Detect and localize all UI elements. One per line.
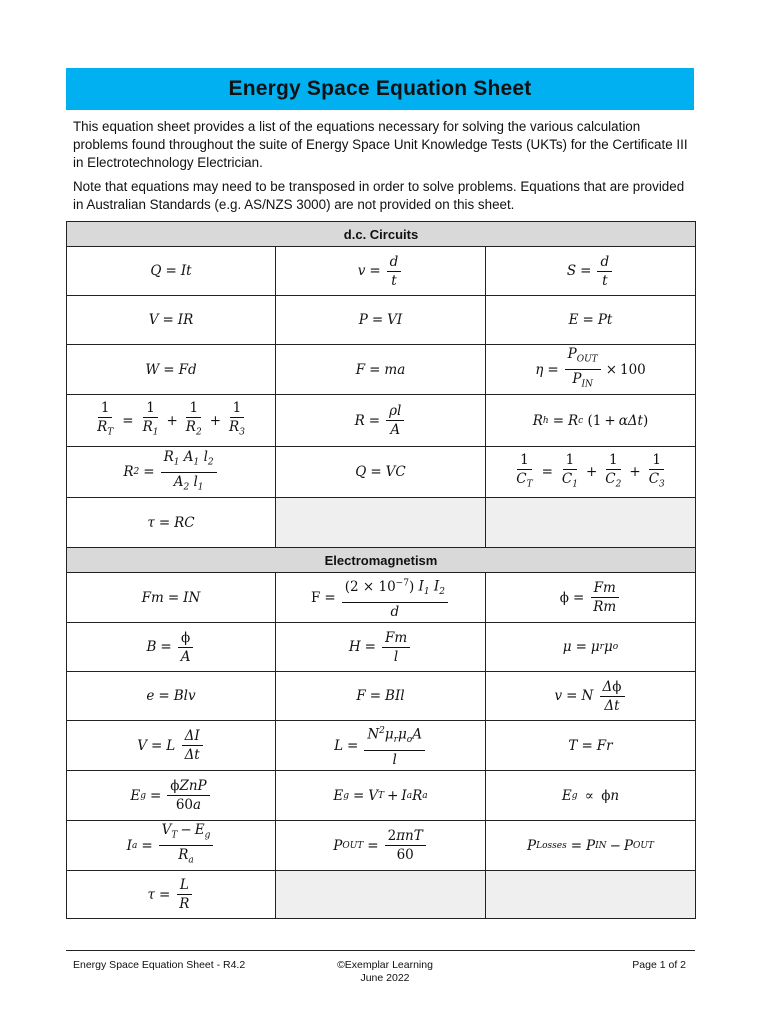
equation-energy: E = Pt bbox=[486, 296, 696, 345]
page-title: Energy Space Equation Sheet bbox=[228, 77, 532, 100]
equation-magnetising-force: H = $\frac{Fm}{l}$ bbox=[276, 623, 486, 672]
title-banner bbox=[66, 68, 694, 110]
equation-charge: Q = It bbox=[67, 247, 276, 296]
footer-divider bbox=[66, 950, 695, 951]
equation-permeability: μ = μ r μ o bbox=[486, 623, 696, 672]
section-header-em: Electromagnetism bbox=[67, 548, 696, 573]
equation-generator-voltage: E g = V T + I a R a bbox=[276, 771, 486, 821]
equation-armature-current: I a = $\frac{V_T - E_g}{R_a}$ bbox=[67, 821, 276, 871]
equation-motor-force: F = BIl bbox=[276, 672, 486, 721]
equation-mmf: Fm = IN bbox=[67, 573, 276, 623]
intro-paragraph-2: Note that equations may need to be transposed in order to solve problems. Equations that are provided in Australian Standards (e.g. AS/NZS 3000) are not provided on this sheet. bbox=[73, 179, 685, 212]
equation-ohms-law: V = IR bbox=[67, 296, 276, 345]
equation-faraday: v = N $\frac{\Delta\phi}{\Delta t}$ bbox=[486, 672, 696, 721]
equation-generated-emf: E g = $\frac{\text{ϕZnP}}{60a}$ bbox=[67, 771, 276, 821]
equation-temperature-resistance: R h = R c (1 + αΔt ) bbox=[486, 395, 696, 447]
equation-parallel-resistance: $\frac{1}{R_T}$ = $\frac{1}{R_1}$ + $\frac{1}{R_2}$ + $\frac{1}{R_3}$ bbox=[67, 395, 276, 447]
equation-torque: T = Fr bbox=[486, 721, 696, 771]
equation-output-power: P OUT = $\frac{\text{2πnT}}{60}$ bbox=[276, 821, 486, 871]
equation-series-capacitance: $\frac{1}{C_T}$ = $\frac{1}{C_1}$ + $\frac{1}{C_2}$ + $\frac{1}{C_3}$ bbox=[486, 447, 696, 498]
equation-flux-density: B = $\frac{\phi}{A}$ bbox=[67, 623, 276, 672]
equation-force: F = ma bbox=[276, 345, 486, 395]
empty-cell bbox=[276, 871, 486, 919]
equation-time-constant-rc: τ = RC bbox=[67, 498, 276, 548]
equation-capacitor-charge: Q = VC bbox=[276, 447, 486, 498]
footer-document-id: Energy Space Equation Sheet - R4.2 bbox=[73, 959, 246, 971]
equation-time-constant-rl: τ = $\frac{L}{R}$ bbox=[67, 871, 276, 919]
equation-induced-emf: e = Blv bbox=[67, 672, 276, 721]
equation-power: P = VI bbox=[276, 296, 486, 345]
equation-inductance-emf: V = L $\frac{\Delta I}{\Delta t}$ bbox=[67, 721, 276, 771]
equation-work: W = Fd bbox=[67, 345, 276, 395]
empty-cell bbox=[486, 871, 696, 919]
equation-resistance-ratio: R 2 = $\frac{R_1 A_1 l_2}{A_2 l_1}$ bbox=[67, 447, 276, 498]
equation-resistivity: R = $\frac{\rho l}{A}$ bbox=[276, 395, 486, 447]
equation-emf-proportional: E g ∝ ϕ n bbox=[486, 771, 696, 821]
equation-force-between-conductors: F = $\frac{(2 \times 10^{-7}) I_1 I_2}{d}$ bbox=[276, 573, 486, 623]
section-header-dc: d.c. Circuits bbox=[67, 222, 696, 247]
equation-efficiency: η = $\frac{P_{OUT}}{P_{IN}}$ × 100 bbox=[486, 345, 696, 395]
footer-copyright-line: ©Exemplar Learning bbox=[337, 959, 433, 971]
empty-cell bbox=[276, 498, 486, 548]
footer-copyright bbox=[330, 959, 440, 985]
footer-page-number: Page 1 of 2 bbox=[632, 959, 686, 971]
equation-table bbox=[66, 221, 696, 919]
intro-paragraph-1: This equation sheet provides a list of the equations necessary for solving the various calculation problems found throughout the suite of Energy Space Unit Knowledge Tests (UKTs) for the Certificate III in Electrotechnology Electrician. bbox=[73, 119, 688, 170]
equation-speed: S = $\frac{d}{t}$ bbox=[486, 247, 696, 296]
empty-cell bbox=[486, 498, 696, 548]
equation-velocity: v = $\frac{d}{t}$ bbox=[276, 247, 486, 296]
equation-inductance: L = $\frac{N^2\mu_r\mu_oA}{l}$ bbox=[276, 721, 486, 771]
equation-power-losses: P Losses = P IN − P OUT bbox=[486, 821, 696, 871]
intro-text bbox=[73, 118, 693, 220]
footer-date: June 2022 bbox=[360, 972, 410, 984]
equation-flux: ϕ = $\frac{Fm}{Rm}$ bbox=[486, 573, 696, 623]
